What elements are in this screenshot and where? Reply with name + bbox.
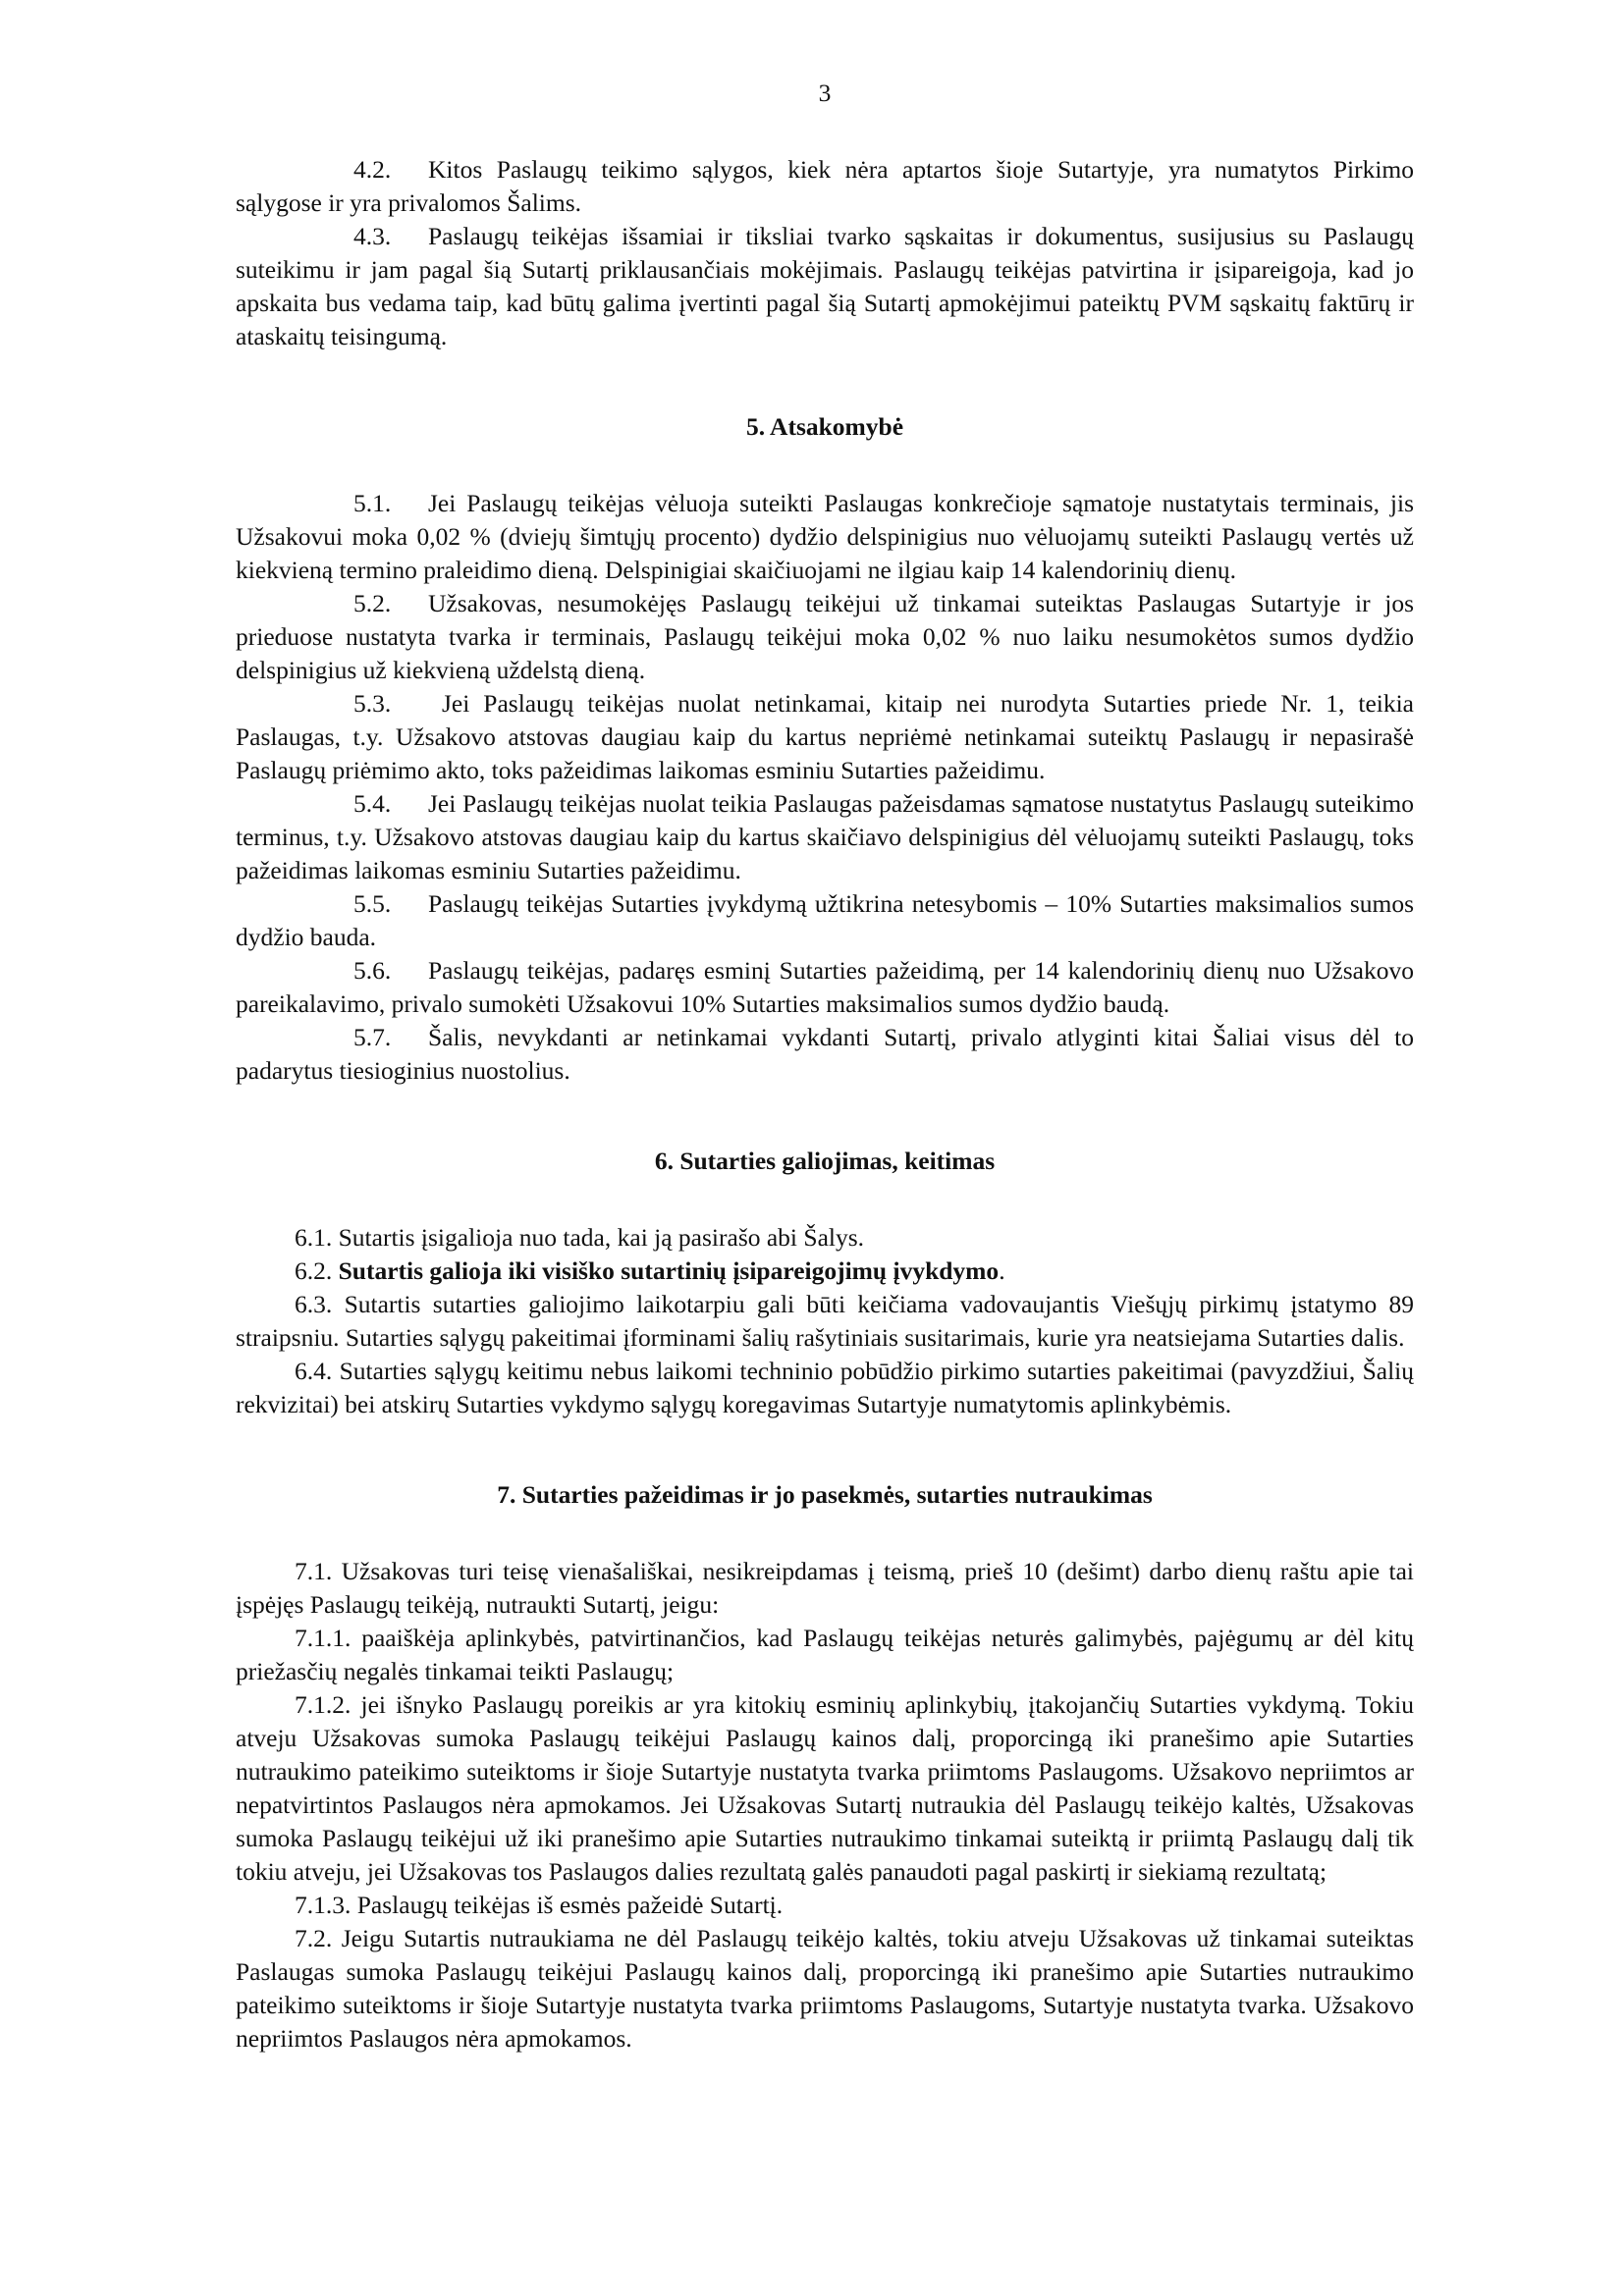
clause-5-3 [236, 687, 1414, 787]
clause-text: Jeigu Sutartis nutraukiama ne dėl Paslaugų teikėjo kaltės, tokiu atveju Užsakovas už tinkamai suteiktas Paslaugas sumoka Paslaugų teikėjui Paslaugų kainos dalį, proporcingą iki pranešimo apie Sutarties nutraukimo pateikimo suteiktoms ir šioje Sutartyje nustatyta tvarka priimtoms Paslaugoms, Sutartyje nustatyta tvarka. Užsakovo nepriimtos Paslaugos nėra apmokamos. [236, 1924, 1414, 2053]
clause-7-1-1 [236, 1622, 1414, 1688]
clause-number: 5.4. [353, 789, 392, 818]
clause-7-1-3 [236, 1889, 1414, 1922]
clause-5-5 [236, 887, 1414, 954]
clause-6-2 [236, 1255, 1414, 1288]
clause-number: 5.3. [353, 689, 392, 718]
clause-text: Jei Paslaugų teikėjas vėluoja suteikti Paslaugas konkrečioje sąmatoje nustatytais terminais, jis Užsakovui moka 0,02 % (dviejų šimtųjų procento) dydžio delspinigius nuo vėluojamų suteikti Paslaugų vertės už kiekvieną termino praleidimo dieną. Delspinigiai skaičiuojami ne ilgiau kaip 14 kalendorinių dienų. [236, 489, 1414, 584]
clause-text: Jei Paslaugų teikėjas nuolat teikia Paslaugas pažeisdamas sąmatose nustatytus Paslaugų suteikimo terminus, t.y. Užsakovo atstovas daugiau kaip du kartus skaičiavo delspinigius dėl vėluojamų suteikti Paslaugų, toks pažeidimas laikomas esminiu Sutarties pažeidimu. [236, 789, 1414, 884]
clause-number: 5.5. [353, 889, 392, 918]
clause-7-1-2 [236, 1688, 1414, 1889]
clause-7-2 [236, 1922, 1414, 2056]
clause-5-1 [236, 487, 1414, 587]
clause-6-3 [236, 1288, 1414, 1355]
clause-text: Sutartis sutarties galiojimo laikotarpiu gali būti keičiama vadovaujantis Viešųjų pirkimų įstatymo 89 straipsniu. Sutarties sąlygų pakeitimai įforminami šalių rašytiniais susitarimais, kurie yra neatsiejama Sutarties dalis. [236, 1290, 1414, 1352]
clause-text: Jei Paslaugų teikėjas nuolat netinkamai, kitaip nei nurodyta Sutarties priede Nr. 1, teikia Paslaugas, t.y. Užsakovo atstovas daugiau kaip du kartus nepriėmė netinkamai suteiktų Paslaugų ir nepasirašė Paslaugų priėmimo akto, toks pažeidimas laikomas esminiu Sutarties pažeidimu. [236, 689, 1414, 784]
clause-number: 4.3. [353, 222, 392, 250]
clause-number: 5.6. [353, 956, 392, 985]
clause-text: . [999, 1256, 1005, 1285]
clause-text: Paslaugų teikėjas iš esmės pažeidė Sutartį. [356, 1891, 784, 1919]
clause-5-6 [236, 954, 1414, 1021]
clause-text: Paslaugų teikėjas Sutarties įvykdymą užtikrina netesybomis – 10% Sutarties maksimalios sumos dydžio bauda. [236, 889, 1414, 951]
clause-text-bold: Sutartis galioja iki visiško sutartinių įsipareigojimų įvykdymo [338, 1256, 1000, 1285]
clause-text: Paslaugų teikėjas, padaręs esminį Sutarties pažeidimą, per 14 kalendorinių dienų nuo Užsakovo pareikalavimo, privalo sumokėti Užsakovui 10% Sutarties maksimalios sumos dydžio baudą. [236, 956, 1414, 1018]
clause-text: Šalis, nevykdanti ar netinkamai vykdanti Sutartį, privalo atlyginti kitai Šaliai visus dėl to padarytus tiesioginius nuostolius. [236, 1023, 1414, 1085]
clause-number: 6.1. [295, 1223, 333, 1252]
clause-text: paaiškėja aplinkybės, patvirtinančios, kad Paslaugų teikėjas neturės galimybės, pajėgumų ar dėl kitų priežasčių negalės tinkamai teikti Paslaugų; [236, 1624, 1415, 1685]
clause-text: Užsakovas, nesumokėjęs Paslaugų teikėjui už tinkamai suteiktas Paslaugas Sutartyje ir jos prieduose nustatyta tvarka ir terminais, Paslaugų teikėjui moka 0,02 % nuo laiku nesumokėtos sumos dydžio delspinigius už kiekvieną uždelstą dieną. [236, 589, 1414, 684]
clause-number: 4.2. [353, 155, 392, 184]
clause-number: 5.7. [353, 1023, 392, 1051]
clause-text: Sutartis įsigalioja nuo tada, kai ją pasirašo abi Šalys. [338, 1223, 865, 1252]
clause-text: jei išnyko Paslaugų poreikis ar yra kitokių esminių aplinkybių, įtakojančių Sutarties vykdymą. Tokiu atveju Užsakovas sumoka Paslaugų teikėjui Paslaugų kainos dalį, proporcingą iki pranešimo apie Sutarties nutraukimo pateikimo suteiktoms ir šioje Sutartyje nustatyta tvarka priimtoms Paslaugoms. Užsakovo nepriimtos ar nepatvirtintos Paslaugos nėra apmokamos. Jei Užsakovas Sutartį nutraukia dėl Paslaugų teikėjo kaltės, Užsakovas sumoka Paslaugų teikėjui už iki pranešimo apie Sutarties nutraukimo tinkamai suteiktą ir priimtą Paslaugų dalį tik tokiu atveju, jei Užsakovas tos Paslaugos dalies rezultatą galės panaudoti pagal paskirtį ir siekiamą rezultatą; [236, 1690, 1414, 1886]
section-heading-6: 6. Sutarties galiojimas, keitimas [654, 1147, 996, 1175]
clause-6-4 [236, 1355, 1414, 1421]
clause-text: Paslaugų teikėjas išsamiai ir tiksliai tvarko sąskaitas ir dokumentus, susijusius su Paslaugų suteikimu ir jam pagal šią Sutartį priklausančiais mokėjimais. Paslaugų teikėjas patvirtina ir įsipareigoja, kad jo apskaita bus vedama taip, kad būtų galima įvertinti pagal šią Sutartį apmokėjimui pateiktų PVM sąskaitų faktūrų ir ataskaitų teisingumą. [236, 222, 1414, 350]
clause-number: 6.4. [295, 1357, 333, 1385]
clause-number: 5.1. [353, 489, 392, 517]
clause-7-1 [236, 1555, 1414, 1622]
clause-4-2 [236, 153, 1414, 220]
clause-6-1 [236, 1221, 1414, 1255]
clause-number: 6.3. [295, 1290, 333, 1318]
page-number: 3 [818, 79, 832, 107]
clause-text: Užsakovas turi teisę vienašališkai, nesikreipdamas į teismą, prieš 10 (dešimt) darbo dienų raštu apie tai įspėjęs Paslaugų teikėją, nutraukti Sutartį, jeigu: [236, 1557, 1414, 1619]
clause-number: 7.1.1. [295, 1624, 352, 1652]
clause-text: Sutarties sąlygų keitimu nebus laikomi techninio pobūdžio pirkimo sutarties pakeitimai (pavyzdžiui, Šalių rekvizitai) bei atskirų Sutarties vykdymo sąlygų koregavimas Sutartyje numatytomis aplinkybėmis. [236, 1357, 1414, 1418]
clause-number: 6.2. [295, 1256, 333, 1285]
section-heading-7: 7. Sutarties pažeidimas ir jo pasekmės, sutarties nutraukimas [497, 1480, 1153, 1509]
clause-5-7 [236, 1021, 1414, 1088]
clause-5-4 [236, 787, 1414, 887]
clause-number: 7.1. [295, 1557, 333, 1585]
clause-5-2 [236, 587, 1414, 687]
document-page [236, 0, 1414, 2056]
clause-number: 7.1.3. [295, 1891, 352, 1919]
clause-number: 7.2. [295, 1924, 333, 1952]
clause-number: 5.2. [353, 589, 392, 617]
clause-4-3 [236, 220, 1414, 353]
section-heading-5: 5. Atsakomybė [745, 412, 904, 441]
clause-number: 7.1.2. [295, 1690, 352, 1719]
clause-text: Kitos Paslaugų teikimo sąlygos, kiek nėra aptartos šioje Sutartyje, yra numatytos Pirkimo sąlygose ir yra privalomos Šalims. [236, 155, 1414, 217]
